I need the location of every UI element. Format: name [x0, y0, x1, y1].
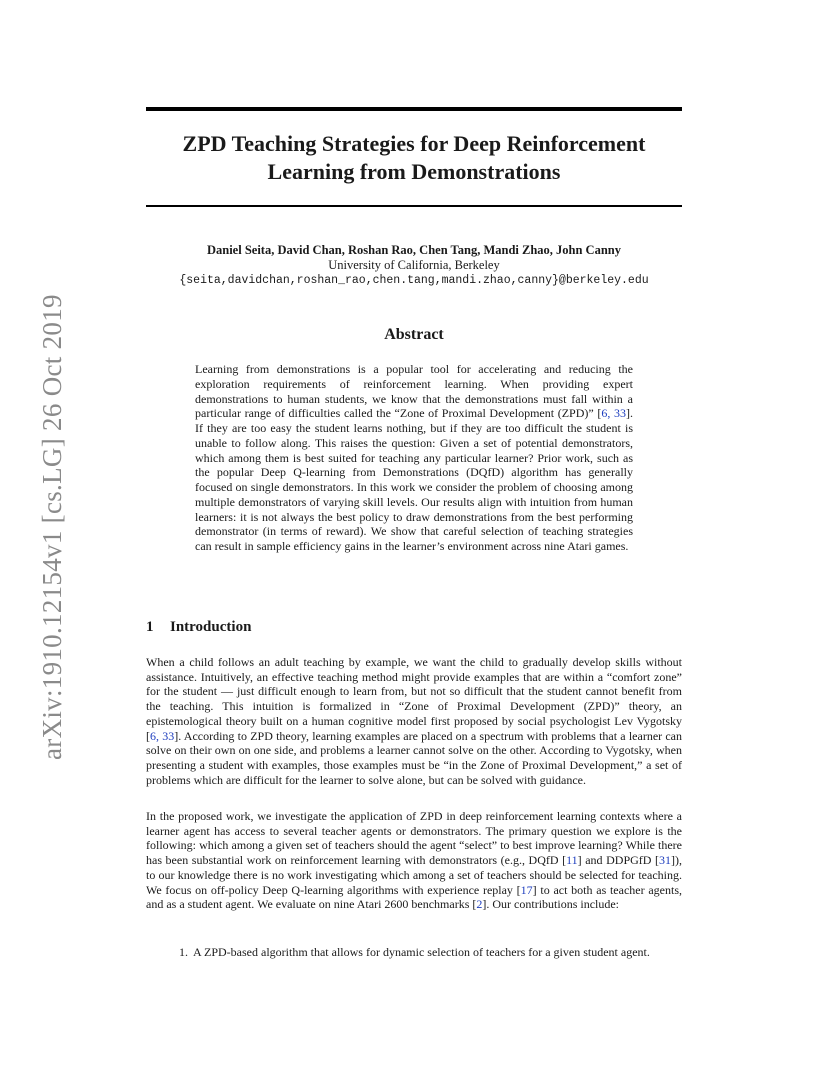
contributions-list — [146, 945, 682, 960]
paragraph-text: In the proposed work, we investigate the application of ZPD in deep reinforcement learning contexts where a learner agent has access to several teacher agents or demonstrators. The primary question we explore is the following: which among a given set of teachers should the agent “select” to best improve learning? While there has been substantial work on reinforcement learning with demonstrators (e.g., DQfD [ — [146, 809, 682, 868]
intro-paragraph-1 — [146, 655, 682, 787]
paper-title-line-2: Learning from Demonstrations — [267, 159, 561, 184]
citation-link[interactable]: 31 — [659, 853, 671, 868]
citation-link[interactable]: 6, 33 — [601, 406, 626, 421]
abstract-text: Learning from demonstrations is a popular tool for accelerating and reducing the exploration requirements of reinforcement learning. When providing expert demonstrations to human students, we know that the demonstrations must fall within a particular range of difficulties called the “Zone of Proximal Development (ZPD)” [ — [195, 362, 633, 421]
list-item-text: A ZPD-based algorithm that allows for dynamic selection of teachers for a given student agent. — [193, 945, 650, 959]
section-number: 1 — [146, 619, 154, 635]
author-block — [146, 243, 682, 288]
list-item — [146, 945, 682, 960]
paragraph-text: When a child follows an adult teaching by example, we want the child to gradually develop skills without assistance. Intuitively, an effective teaching method might provide examples that are within a “comfort zone” for the student — just difficult enough to learn from, but not so difficult that the student cannot benefit from the teaching. This intuition is formalized in “Zone of Proximal Development (ZPD)” theory, an epistemological theory built on a human cognitive model first proposed by social psychologist Lev Vygotsky [ — [146, 655, 682, 743]
paper-title-line-1: ZPD Teaching Strategies for Deep Reinforcement — [182, 131, 646, 156]
arxiv-identifier-stamp: arXiv:1910.12154v1 [cs.LG] 26 Oct 2019 — [37, 294, 67, 760]
author-names: Daniel Seita, David Chan, Roshan Rao, Chen Tang, Mandi Zhao, John Canny — [206, 243, 621, 257]
paragraph-text: ]. According to ZPD theory, learning examples are placed on a spectrum with problems that a learner can solve on their own on one side, and problems a learner cannot solve on the other. According to Vygotsky, when presenting a student with examples, those examples must be “in the Zone of Proximal Development,” a set of problems which are difficult for the learner to solve alone, but can be solved with guidance. — [146, 728, 683, 787]
intro-paragraph-2 — [146, 809, 682, 912]
section-heading-introduction — [146, 619, 682, 636]
author-emails: {seita,davidchan,roshan_rao,chen.tang,mandi.zhao,canny}@berkeley.edu — [179, 274, 649, 287]
paragraph-text: ]. Our contributions include: — [482, 897, 620, 912]
author-affiliation: University of California, Berkeley — [328, 258, 500, 272]
paragraph-text: ] and DDPGfD [ — [577, 853, 659, 868]
paragraph-text: ] to act both as teacher agents, and as a student agent. We evaluate on nine Atari 2600 benchmarks [ — [146, 882, 682, 912]
citation-link[interactable]: 2 — [476, 897, 483, 912]
abstract-heading: Abstract — [384, 326, 444, 343]
citation-link[interactable]: 17 — [520, 882, 533, 897]
abstract-body — [195, 362, 633, 554]
citation-link[interactable]: 11 — [566, 853, 578, 868]
citation-link[interactable]: 6, 33 — [150, 728, 175, 743]
paragraph-text: ]), to our knowledge there is no work investigating which among a set of teachers should be selected for teaching. We focus on off-policy Deep Q-learning algorithms with experience replay [ — [146, 853, 682, 897]
title-top-rule — [146, 107, 682, 111]
section-title: Introduction — [170, 619, 252, 635]
list-marker: 1. — [179, 945, 188, 959]
abstract-text: ]. If they are too easy the student learns nothing, but if they are too difficult the student is unable to follow along. This raises the question: Given a set of potential demonstrators, which among them is best suited for teaching any particular learner? Prior work, such as the popular Deep Q-learning from Demonstrations (DQfD) algorithm has generally focused on single demonstrators. In this work we consider the problem of choosing among multiple demonstrators of varying skill levels. Our results align with intuition from human learners: it is not always the best policy to draw demonstrations from the best performing demonstrator (in terms of reward). We show that careful selection of teaching strategies can result in sample efficiency gains in the learner’s environment across nine Atari games. — [195, 406, 633, 553]
paper-title — [146, 130, 682, 186]
title-bottom-rule — [146, 205, 682, 207]
